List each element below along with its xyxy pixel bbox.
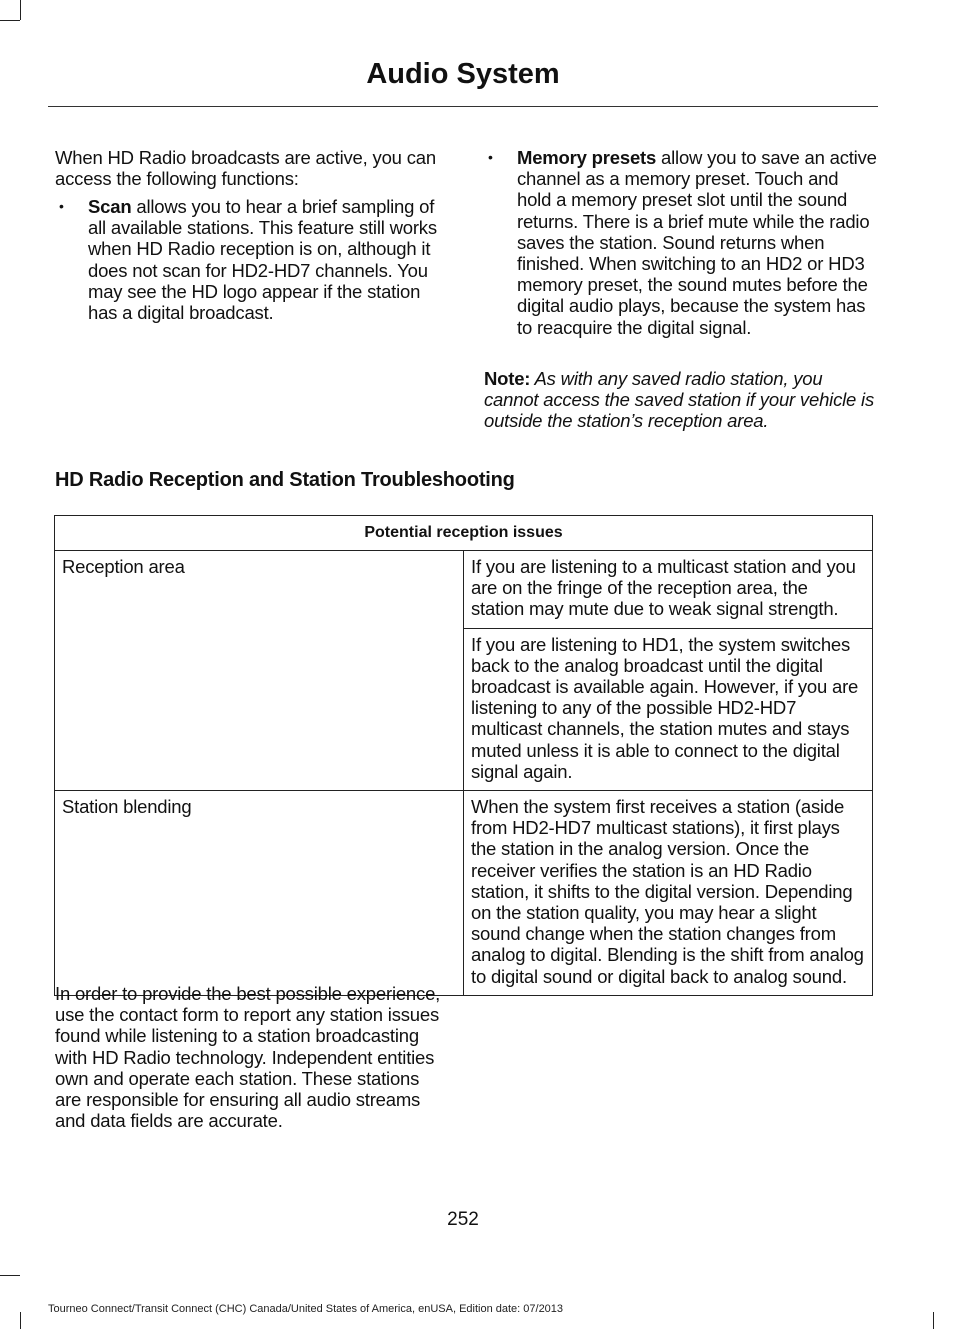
bullet-dot: • bbox=[488, 149, 493, 165]
bullet-scan bbox=[59, 196, 446, 324]
bullet-dot: • bbox=[59, 198, 64, 214]
description-cell: If you are listening to a multicast station and you are on the fringe of the reception area, the station may mute due to weak signal strength. bbox=[464, 551, 873, 629]
issue-cell: Reception area bbox=[55, 551, 464, 791]
bullet-term-memory-presets: Memory presets bbox=[517, 147, 657, 168]
table-row bbox=[55, 791, 873, 996]
bullet-term-scan: Scan bbox=[88, 196, 132, 217]
crop-mark-bottom-left bbox=[20, 1312, 21, 1329]
bullet-text-scan: allows you to hear a brief sampling of all available stations. This feature still works when HD Radio reception is on, although it does not scan for HD2-HD7 channels. You may see the HD logo appear if the station has a digital broadcast. bbox=[88, 196, 437, 324]
note-paragraph bbox=[484, 368, 876, 432]
page-number: 252 bbox=[447, 1209, 479, 1230]
issue-cell: Station blending bbox=[55, 791, 464, 996]
crop-mark-top-left bbox=[20, 0, 21, 20]
description-cell: If you are listening to HD1, the system switches back to the analog broadcast until the digital broadcast is available again. However, if you are listening to any of the possible HD2-HD7 multicast channels, the station mutes and stays muted unless it is able to connect to the digital signal again. bbox=[464, 628, 873, 790]
description-cell: When the system first receives a station (aside from HD2-HD7 multicast stations), it first plays the station in the analog version. Once the receiver verifies the station is an HD Radio station, it shifts to the digital version. Depending on the station quality, you may hear a slight sound change when the station changes from analog to digital. Blending is the shift from analog to digital sound or digital back to analog sound. bbox=[464, 791, 873, 996]
title-divider bbox=[48, 106, 878, 107]
crop-mark-bottom-right bbox=[933, 1312, 934, 1329]
intro-paragraph: When HD Radio broadcasts are active, you can access the following functions: bbox=[55, 147, 436, 190]
crop-mark-bottom-left bbox=[0, 1275, 20, 1276]
footer-edition-text: Tourneo Connect/Transit Connect (CHC) Canada/United States of America, enUSA, Edition date: 07/2013 bbox=[48, 1303, 564, 1315]
reception-issues-table bbox=[54, 515, 873, 996]
bullet-text-memory-presets: allow you to save an active channel as a memory preset. Touch and hold a memory preset slot until the sound returns. There is a brief mute while the radio saves the station. Sound returns when finished. When switching to an HD2 or HD3 memory preset, the sound mutes before the digital audio plays, because the system has to reacquire the digital signal. bbox=[517, 147, 877, 338]
crop-mark-top-left bbox=[0, 20, 20, 21]
section-heading: HD Radio Reception and Station Troubleshooting bbox=[55, 469, 515, 491]
table-row bbox=[55, 551, 873, 629]
bullet-memory-presets bbox=[488, 147, 877, 338]
table-header: Potential reception issues bbox=[55, 516, 873, 551]
page-title: Audio System bbox=[366, 58, 560, 90]
note-label: Note: bbox=[484, 368, 531, 389]
closing-paragraph: In order to provide the best possible experience, use the contact form to report any station issues found while listening to a station broadcasting with HD Radio technology. Independent entities own and operate each station. These stations are responsible for ensuring all audio streams and data fields are accurate. bbox=[55, 983, 441, 1132]
note-text: As with any saved radio station, you cannot access the saved station if your vehicle is outside the station’s reception area. bbox=[484, 368, 875, 432]
